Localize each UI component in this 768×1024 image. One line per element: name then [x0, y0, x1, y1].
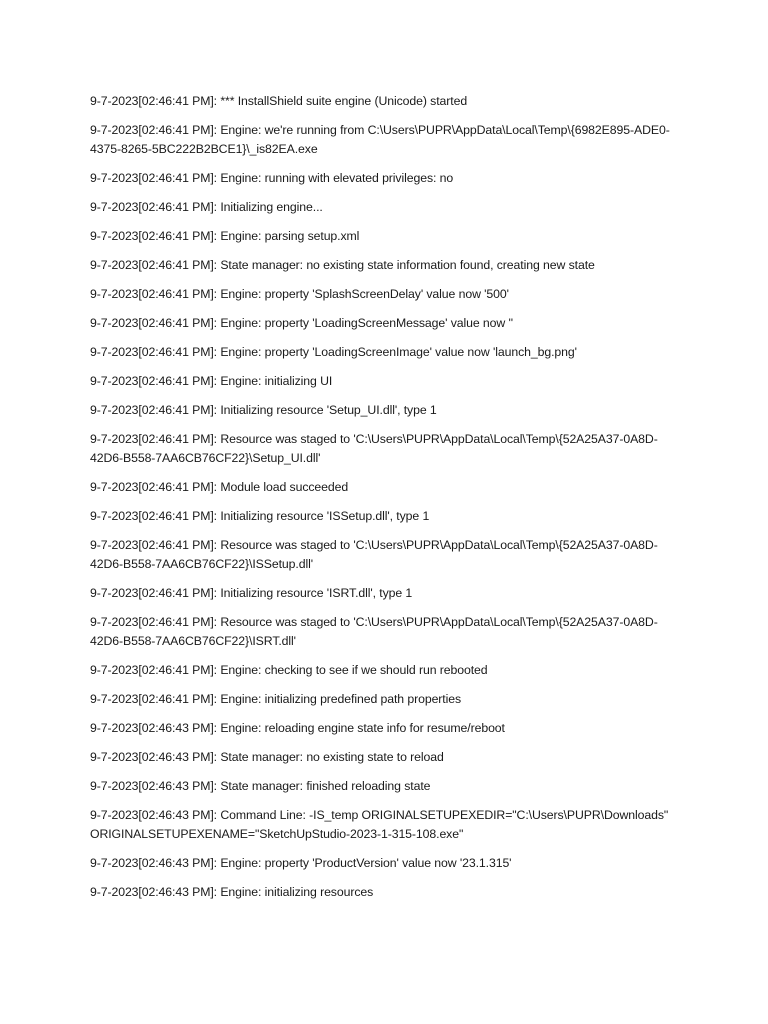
log-line: 9-7-2023[02:46:41 PM]: Initializing resource 'ISRT.dll', type 1 — [90, 586, 413, 600]
log-list — [90, 92, 690, 912]
log-line: 9-7-2023[02:46:41 PM]: Resource was staged to 'C:\Users\PUPR\AppData\Local\Temp\{52A25A37-0A8D-42D6-B558-7AA6CB76CF22}\Setup_UI.dll' — [90, 432, 658, 465]
log-line: 9-7-2023[02:46:41 PM]: Engine: initializing predefined path properties — [90, 692, 462, 706]
log-line: 9-7-2023[02:46:41 PM]: Engine: checking to see if we should run rebooted — [90, 663, 488, 677]
log-line: 9-7-2023[02:46:41 PM]: Resource was staged to 'C:\Users\PUPR\AppData\Local\Temp\{52A25A37-0A8D-42D6-B558-7AA6CB76CF22}\ISRT.dll' — [90, 615, 658, 648]
log-line: 9-7-2023[02:46:41 PM]: Resource was staged to 'C:\Users\PUPR\AppData\Local\Temp\{52A25A37-0A8D-42D6-B558-7AA6CB76CF22}\ISSetup.dll' — [90, 538, 658, 571]
log-line: 9-7-2023[02:46:41 PM]: Module load succeeded — [90, 480, 349, 494]
log-line: 9-7-2023[02:46:41 PM]: Engine: running with elevated privileges: no — [90, 171, 454, 185]
log-line: 9-7-2023[02:46:41 PM]: Initializing engine... — [90, 200, 323, 214]
log-line: 9-7-2023[02:46:41 PM]: State manager: no existing state information found, creating new state — [90, 258, 595, 272]
log-line: 9-7-2023[02:46:41 PM]: Initializing resource 'Setup_UI.dll', type 1 — [90, 403, 437, 417]
log-line: 9-7-2023[02:46:43 PM]: Engine: reloading engine state info for resume/reboot — [90, 721, 505, 735]
log-line: 9-7-2023[02:46:41 PM]: Initializing resource 'ISSetup.dll', type 1 — [90, 509, 430, 523]
log-line: 9-7-2023[02:46:41 PM]: *** InstallShield suite engine (Unicode) started — [90, 94, 468, 108]
log-line: 9-7-2023[02:46:43 PM]: State manager: no existing state to reload — [90, 750, 444, 764]
log-line: 9-7-2023[02:46:41 PM]: Engine: we're running from C:\Users\PUPR\AppData\Local\Temp\{6982E895-ADE0-4375-8265-5BC222B2BCE1}\_is82EA.exe — [90, 123, 670, 156]
log-line: 9-7-2023[02:46:41 PM]: Engine: property 'LoadingScreenMessage' value now '' — [90, 316, 513, 330]
log-line: 9-7-2023[02:46:43 PM]: Engine: property 'ProductVersion' value now '23.1.315' — [90, 856, 512, 870]
log-line: 9-7-2023[02:46:41 PM]: Engine: property 'LoadingScreenImage' value now 'launch_bg.png' — [90, 345, 577, 359]
log-line: 9-7-2023[02:46:41 PM]: Engine: initializing UI — [90, 374, 333, 388]
log-line: 9-7-2023[02:46:43 PM]: Engine: initializing resources — [90, 885, 374, 899]
log-line: 9-7-2023[02:46:41 PM]: Engine: property 'SplashScreenDelay' value now '500' — [90, 287, 509, 301]
log-line: 9-7-2023[02:46:43 PM]: Command Line: -IS_temp ORIGINALSETUPEXEDIR="C:\Users\PUPR\Downloads" ORIGINALSETUPEXENAME="SketchUpStudio-2023-1-315-108.exe" — [90, 808, 669, 841]
log-line: 9-7-2023[02:46:43 PM]: State manager: finished reloading state — [90, 779, 431, 793]
log-line: 9-7-2023[02:46:41 PM]: Engine: parsing setup.xml — [90, 229, 360, 243]
